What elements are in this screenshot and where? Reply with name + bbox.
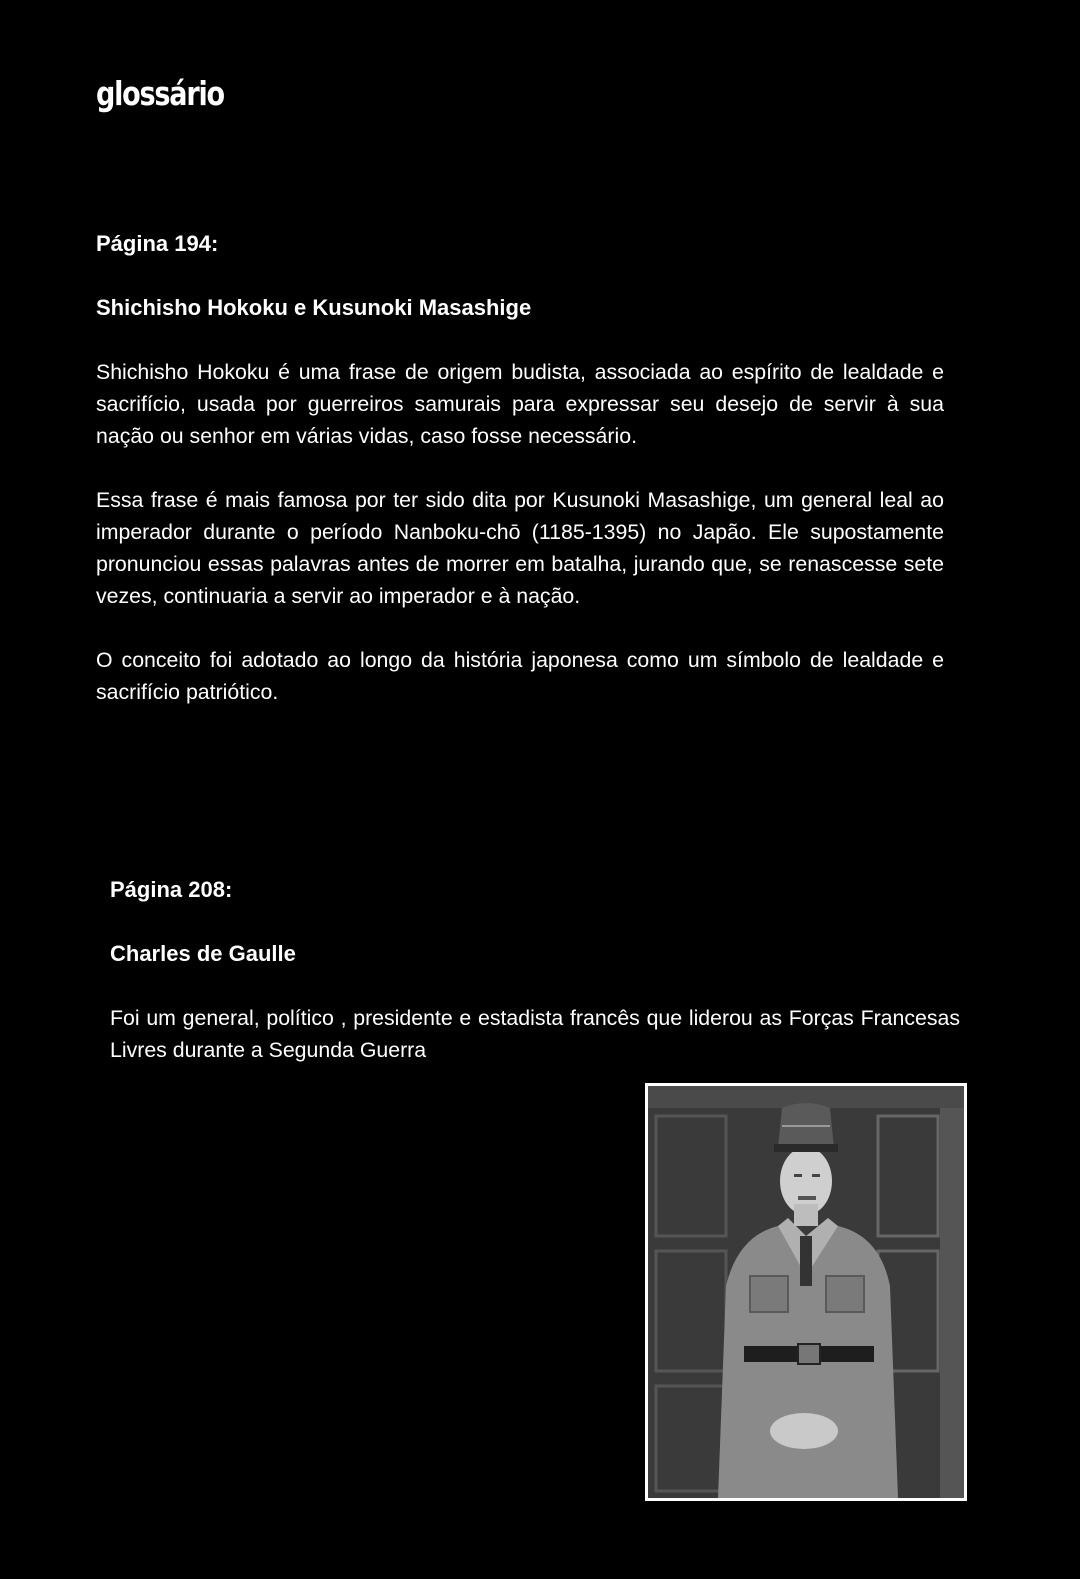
page-title: glossário bbox=[96, 74, 224, 113]
entry-paragraph: Essa frase é mais famosa por ter sido dita por Kusunoki Masashige, um general leal ao imperador durante o período Nanboku-chō (1185-1395) no Japão. Ele supostamente pronunciou essas palavras antes de morrer em batalha, jurando que, se renascesse sete vezes, continuaria a servir ao imperador e à nação. bbox=[96, 488, 944, 608]
entry-paragraph: O conceito foi adotado ao longo da história japonesa como um símbolo de lealdade e sacrifício patriótico. bbox=[96, 648, 944, 704]
page-reference: Página 208: bbox=[110, 877, 233, 902]
entry-paragraph: Foi um general, político , presidente e estadista francês que liderou as Forças Francesas Livres durante a Segunda Guerra bbox=[110, 1006, 960, 1062]
glossary-entry-208 bbox=[110, 874, 960, 1066]
portrait-photo-icon bbox=[645, 1083, 967, 1501]
glossary-entry-194 bbox=[96, 228, 944, 708]
entry-title: Shichisho Hokoku e Kusunoki Masashige bbox=[96, 295, 532, 320]
entry-paragraph: Shichisho Hokoku é uma frase de origem budista, associada ao espírito de lealdade e sacrifício, usada por guerreiros samurais para expressar seu desejo de servir à sua nação ou senhor em várias vidas, caso fosse necessário. bbox=[96, 360, 944, 448]
page-reference: Página 194: bbox=[96, 231, 219, 256]
portrait-illustration bbox=[648, 1086, 964, 1498]
entry-title: Charles de Gaulle bbox=[110, 941, 296, 966]
